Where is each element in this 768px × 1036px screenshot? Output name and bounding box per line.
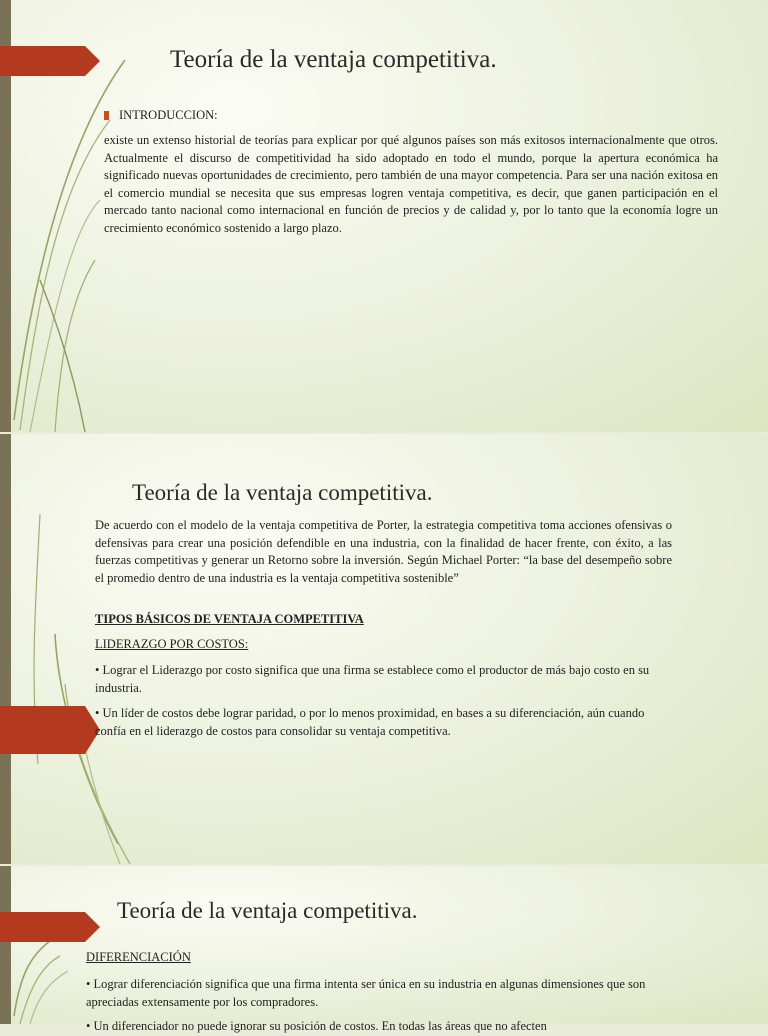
title-arrow-tab — [0, 912, 100, 942]
intro-paragraph: existe un extenso historial de teorías para explicar por qué algunos países son más exitosos internacionalmente que otros. Actualmente el discurso de competitividad ha sido adoptado en todo el mundo, porque la apertura económica ha significado nuevas oportunidades de crecimiento, pero también de una mayor competencia. Para ser una nación exitosa en el comercio mundial se necesita que sus empresas logren ventaja competitiva, es decir, que ganen participación en el mercado tanto nacional como internacional en función de precios y de calidad y, por lo tanto que la economía logre un crecimiento económico sostenido a largo plazo. — [104, 133, 718, 235]
point-item: • Un diferenciador no puede ignorar su posición de costos. En todas las áreas que no afecten — [86, 1019, 547, 1033]
porter-paragraph: De acuerdo con el modelo de la ventaja competitiva de Porter, la estrategia competitiva toma acciones ofensivas o defensivas para crear una posición defendible en una industria, con la finalidad de hacer frente, con éxito, a las fuerzas competitivas y generar un Retorno sobre la inversión. Según Michael Porter: “la base del desempeño sobre el promedio dentro de una industria es la ventaja competitiva sostenible” — [95, 518, 672, 585]
slide-title: Teoría de la ventaja competitiva. — [117, 898, 418, 923]
side-arrow-tab — [0, 706, 100, 754]
bullet-heading-text: INTRODUCCION: — [119, 108, 218, 122]
point-item: • Lograr el Liderazgo por costo significa que una firma se establece como el productor de más bajo costo en su industria. — [95, 663, 650, 695]
subsection-heading: LIDERAZGO POR COSTOS: — [95, 637, 249, 651]
section-heading: DIFERENCIACIÓN — [86, 950, 191, 964]
slide-3 — [0, 866, 768, 1033]
bullet-icon — [104, 111, 109, 120]
bullet-heading — [104, 108, 218, 123]
section-heading: TIPOS BÁSICOS DE VENTAJA COMPETITIVA — [95, 612, 364, 626]
slide-2 — [0, 434, 768, 864]
slide-1 — [0, 0, 768, 432]
slide-title: Teoría de la ventaja competitiva. — [170, 46, 497, 73]
slide-title: Teoría de la ventaja competitiva. — [132, 480, 433, 505]
point-item: • Un líder de costos debe lograr paridad, o por lo menos proximidad, en bases a su diferenciación, aún cuando confía en el liderazgo de costos para consolidar su ventaja competitiva. — [95, 706, 645, 738]
point-item: • Lograr diferenciación significa que una firma intenta ser única en su industria en algunas dimensiones que son apreciadas extensamente por los compradores. — [86, 977, 646, 1009]
title-arrow-tab — [0, 46, 100, 76]
